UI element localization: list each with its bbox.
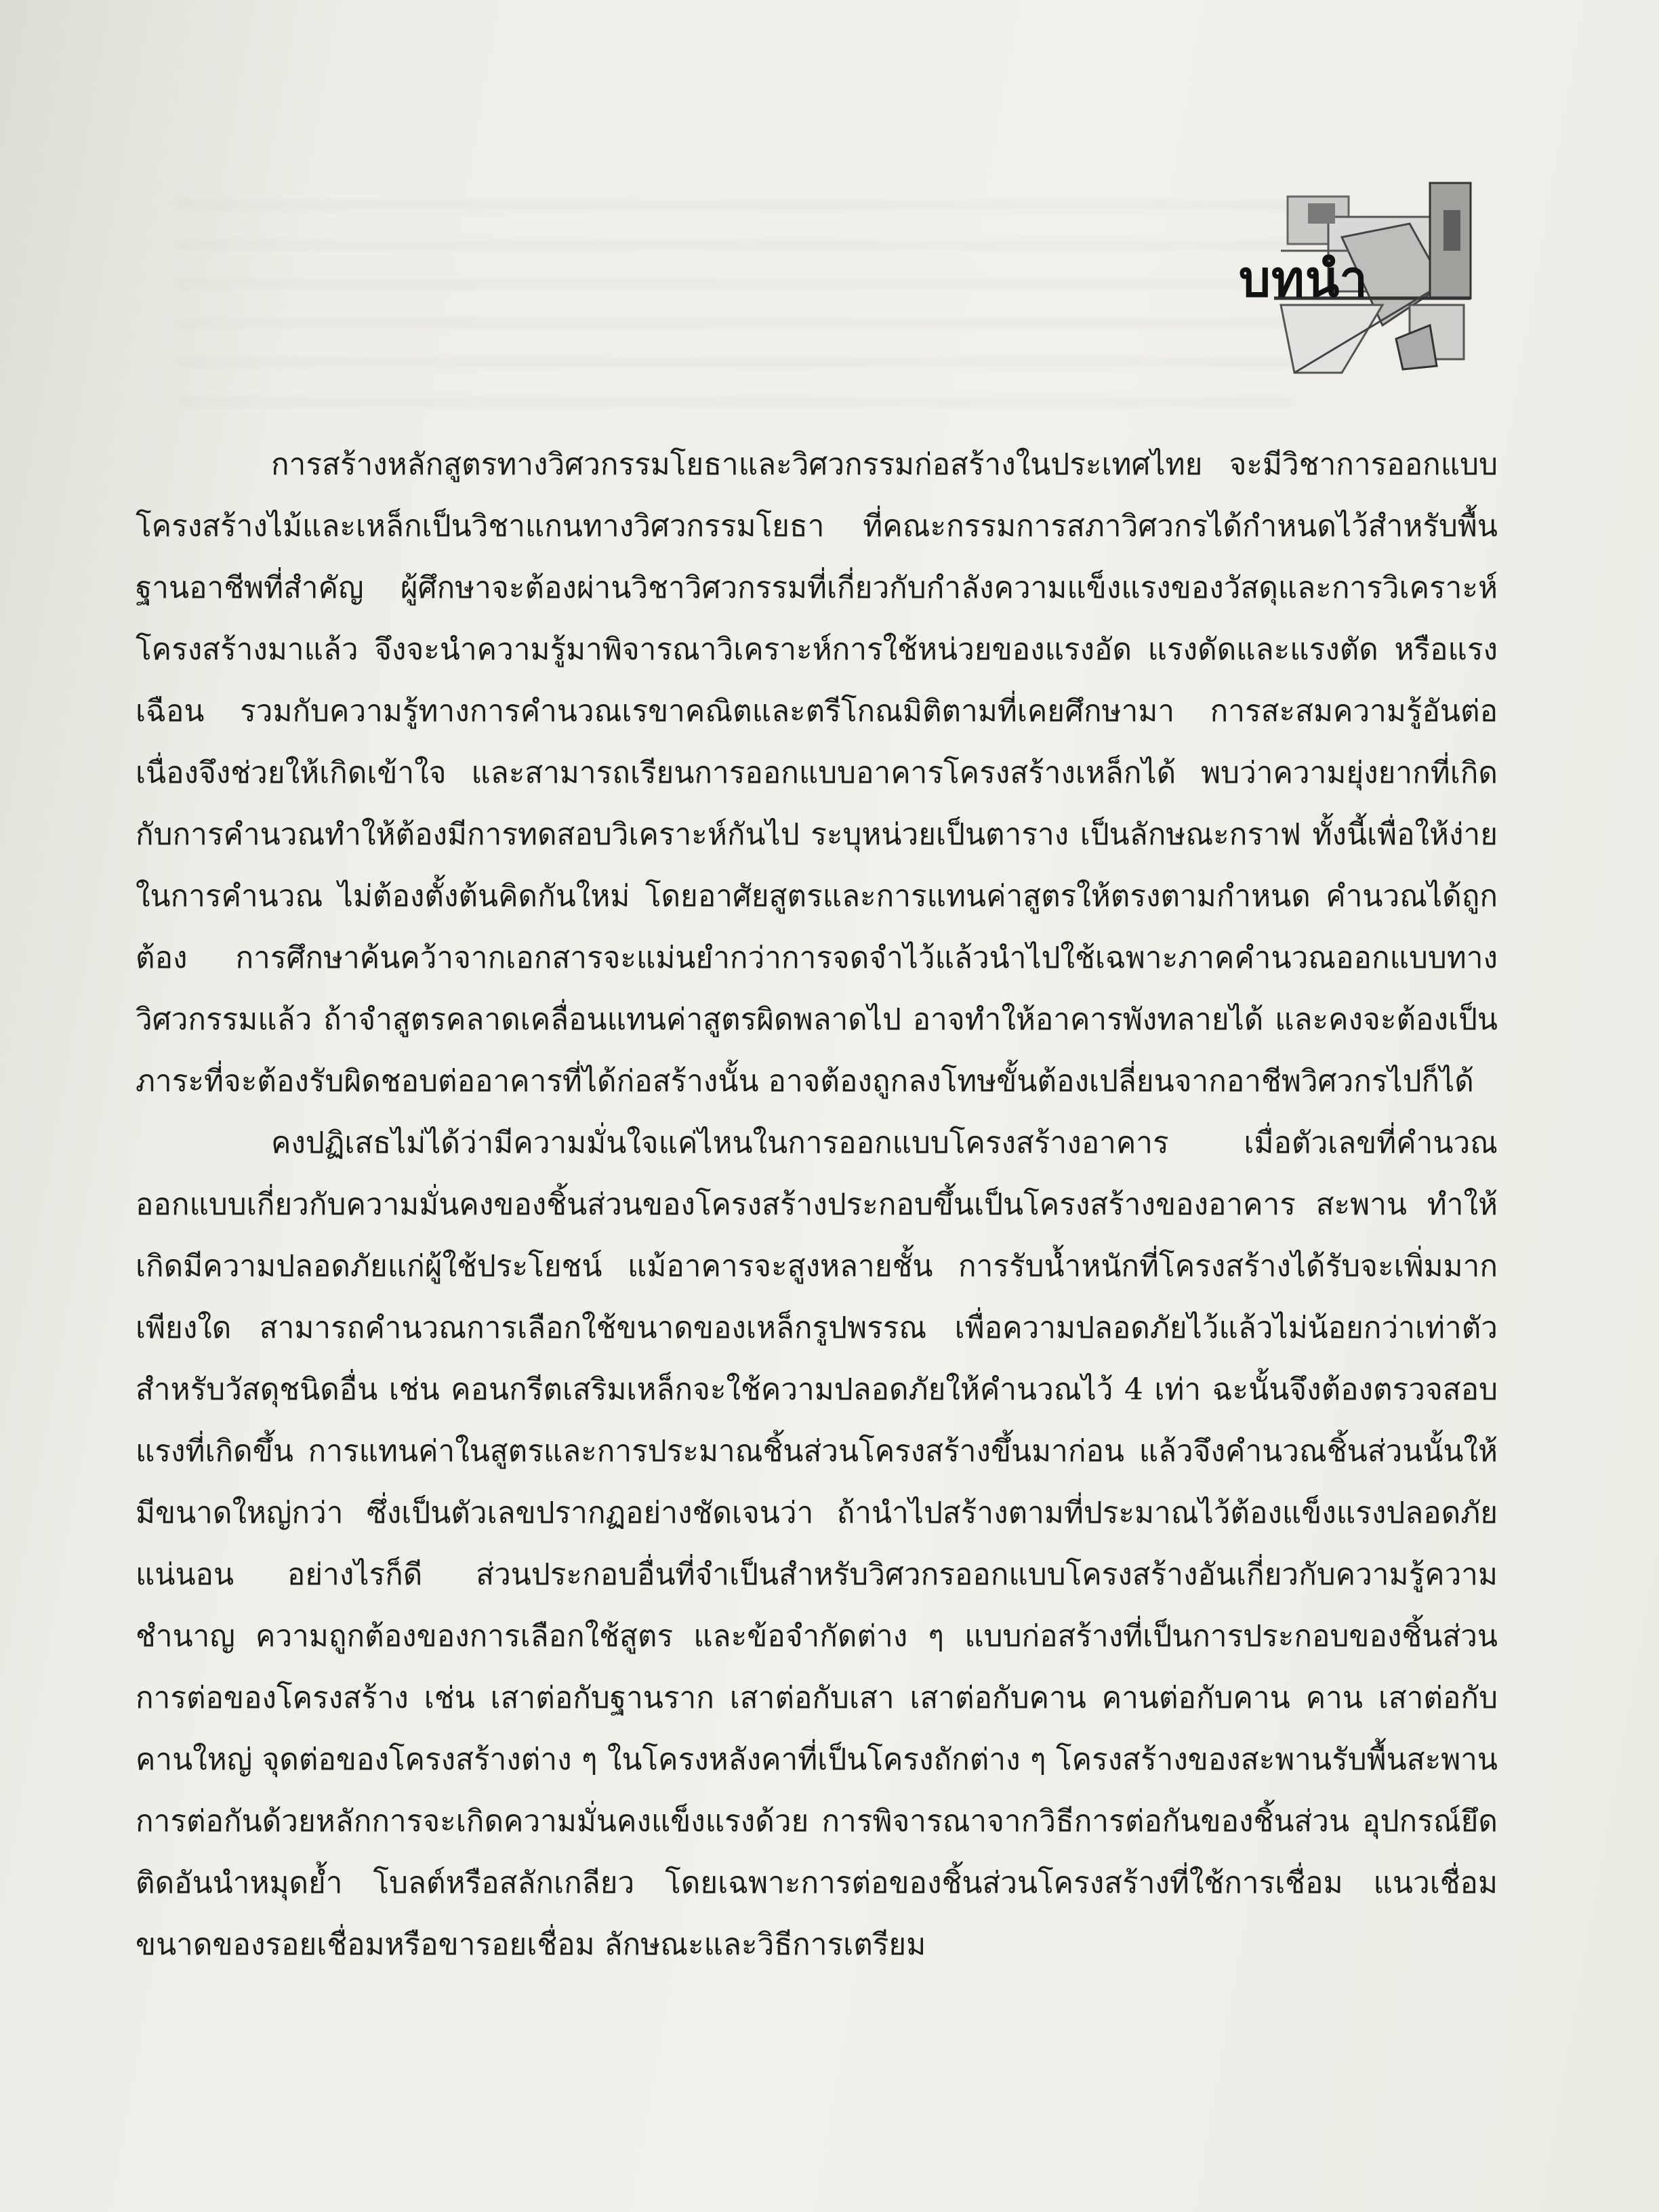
chapter-title: บทนำ: [1239, 250, 1368, 308]
body-text: [136, 434, 1498, 1975]
paragraph-1: การสร้างหลักสูตรทางวิศวกรรมโยธาและวิศวกรรมก่อสร้างในประเทศไทย จะมีวิชาการออกแบบโครงสร้างไม้และเหล็กเป็นวิชาแกนทางวิศวกรรมโยธา ที่คณะกรรมการสภาวิศวกรได้กำหนดไว้สำหรับพื้นฐานอาชีพที่สำคัญ ผู้ศึกษาจะต้องผ่านวิชาวิศวกรรมที่เกี่ยวกับกำลังความแข็งแรงของวัสดุและการวิเคราะห์โครงสร้างมาแล้ว จึงจะนำความรู้มาพิจารณาวิเคราะห์การใช้หน่วยของแรงอัด แรงดัดและแรงตัด หรือแรงเฉือน รวมกับความรู้ทางการคำนวณเรขาคณิตและตรีโกณมิติตามที่เคยศึกษามา การสะสมความรู้อันต่อเนื่องจึงช่วยให้เกิดเข้าใจ และสามารถเรียนการออกแบบอาคารโครงสร้างเหล็กได้ พบว่าความยุ่งยากที่เกิดกับการคำนวณทำให้ต้องมีการทดสอบวิเคราะห์กันไป ระบุหน่วยเป็นตาราง เป็นลักษณะกราฟ ทั้งนี้เพื่อให้ง่ายในการคำนวณ ไม่ต้องตั้งต้นคิดกันใหม่ โดยอาศัยสูตรและการแทนค่าสูตรให้ตรงตามกำหนด คำนวณได้ถูกต้อง การศึกษาค้นคว้าจากเอกสารจะแม่นยำกว่าการจดจำไว้แล้วนำไปใช้เฉพาะภาคคำนวณออกแบบทางวิศวกรรมแล้ว ถ้าจำสูตรคลาดเคลื่อนแทนค่าสูตรผิดพลาดไป อาจทำให้อาคารพังทลายได้ และคงจะต้องเป็นภาระที่จะต้องรับผิดชอบต่ออาคารที่ได้ก่อสร้างนั้น อาจต้องถูกลงโทษขั้นต้องเปลี่ยนจากอาชีพวิศวกรไปก็ได้: [136, 447, 1498, 1099]
chapter-header-decoration: [1206, 169, 1491, 380]
paragraph-2: คงปฏิเสธไม่ได้ว่ามีความมั่นใจแค่ไหนในการออกแบบโครงสร้างอาคาร เมื่อตัวเลขที่คำนวณออกแบบเกี่ยวกับความมั่นคงของชิ้นส่วนของโครงสร้างประกอบขึ้นเป็นโครงสร้างของอาคาร สะพาน ทำให้เกิดมีความปลอดภัยแก่ผู้ใช้ประโยชน์ แม้อาคารจะสูงหลายชั้น การรับน้ำหนักที่โครงสร้างได้รับจะเพิ่มมากเพียงใด สามารถคำนวณการเลือกใช้ขนาดของเหล็กรูปพรรณ เพื่อความปลอดภัยไว้แล้วไม่น้อยกว่าเท่าตัว สำหรับวัสดุชนิดอื่น เช่น คอนกรีตเสริมเหล็กจะใช้ความปลอดภัยให้คำนวณไว้ 4 เท่า ฉะนั้นจึงต้องตรวจสอบแรงที่เกิดขึ้น การแทนค่าในสูตรและการประมาณชิ้นส่วนโครงสร้างขึ้นมาก่อน แล้วจึงคำนวณชิ้นส่วนนั้นให้มีขนาดใหญ่กว่า ซึ่งเป็นตัวเลขปรากฏอย่างชัดเจนว่า ถ้านำไปสร้างตามที่ประมาณไว้ต้องแข็งแรงปลอดภัยแน่นอน อย่างไรก็ดี ส่วนประกอบอื่นที่จำเป็นสำหรับวิศวกรออกแบบโครงสร้างอันเกี่ยวกับความรู้ความชำนาญ ความถูกต้องของการเลือกใช้สูตร และข้อจำกัดต่าง ๆ แบบก่อสร้างที่เป็นการประกอบของชิ้นส่วน การต่อของโครงสร้าง เช่น เสาต่อกับฐานราก เสาต่อกับเสา เสาต่อกับคาน คานต่อกับคาน คาน เสาต่อกับคานใหญ่ จุดต่อของโครงสร้างต่าง ๆ ในโครงหลังคาที่เป็นโครงถักต่าง ๆ โครงสร้างของสะพานรับพื้นสะพาน การต่อกันด้วยหลักการจะเกิดความมั่นคงแข็งแรงด้วย การพิจารณาจากวิธีการต่อกันของชิ้นส่วน อุปกรณ์ยึดติดอันนำหมุดย้ำ โบลต์หรือสลักเกลียว โดยเฉพาะการต่อของชิ้นส่วนโครงสร้างที่ใช้การเชื่อม แนวเชื่อม ขนาดของรอยเชื่อมหรือขารอยเชื่อม ลักษณะและวิธีการเตรียม: [136, 1126, 1498, 1962]
show-through-text: [176, 203, 1294, 420]
